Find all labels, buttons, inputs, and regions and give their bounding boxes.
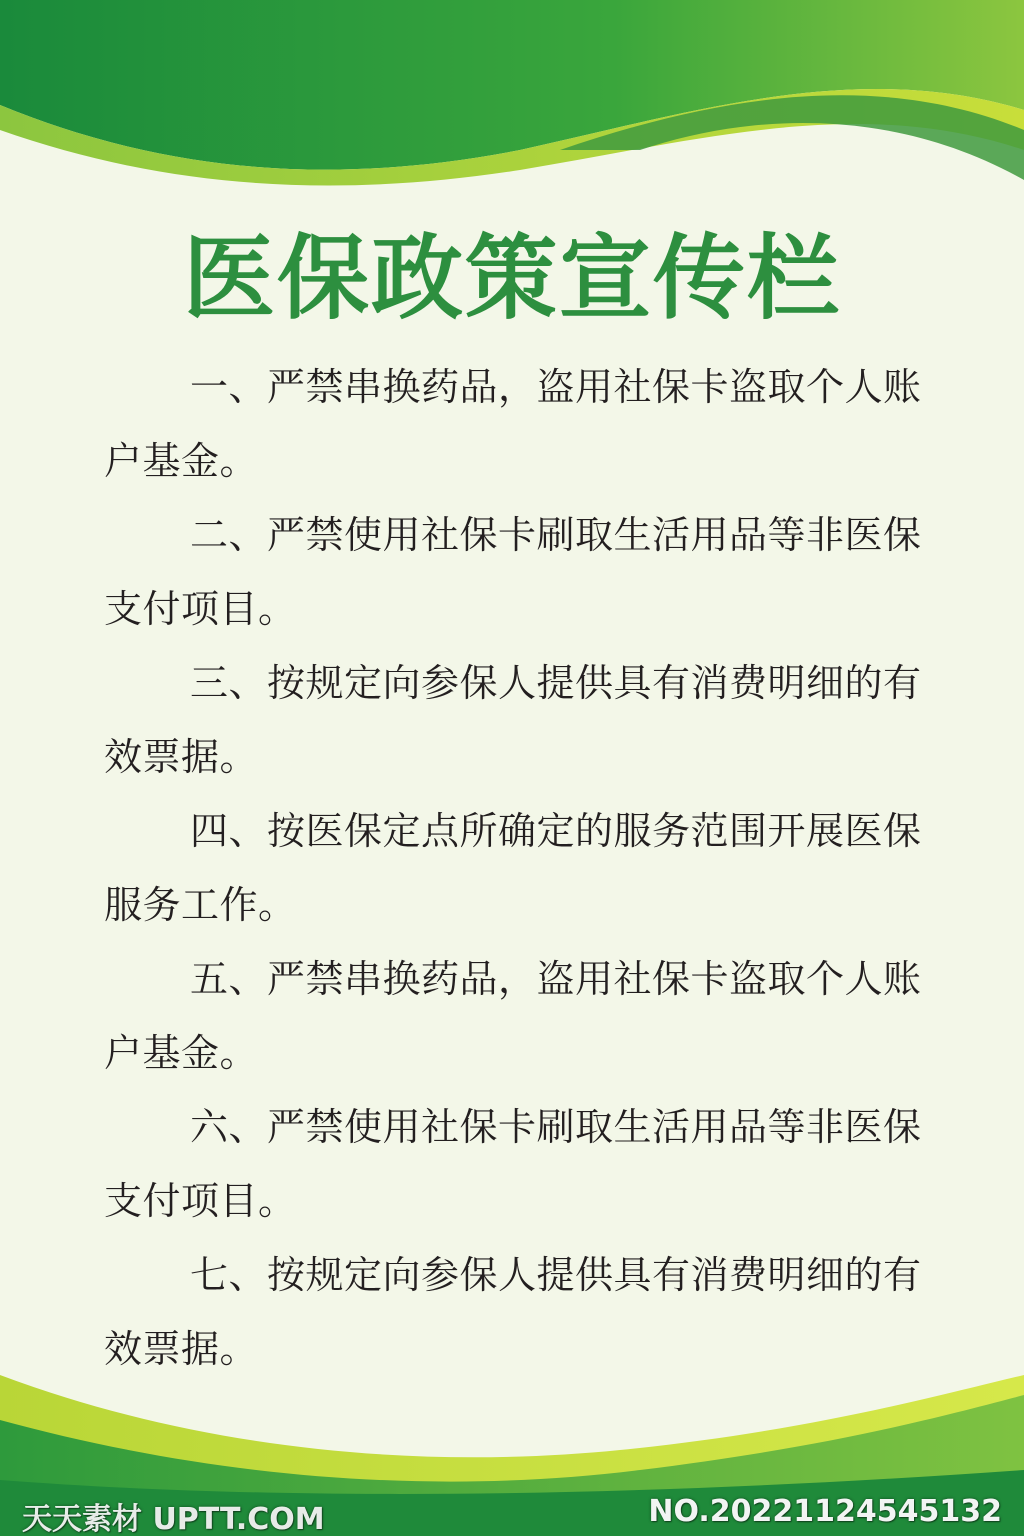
policy-item: 一、严禁串换药品，盗用社保卡盗取个人账户基金。 [104, 365, 922, 483]
policy-list [104, 350, 924, 1386]
watermark-bar [0, 1492, 1024, 1536]
policy-item: 三、按规定向参保人提供具有消费明细的有效票据。 [104, 661, 922, 779]
policy-item: 二、严禁使用社保卡刷取生活用品等非医保支付项目。 [104, 513, 922, 631]
policy-item: 六、严禁使用社保卡刷取生活用品等非医保支付项目。 [104, 1105, 922, 1223]
policy-item: 七、按规定向参保人提供具有消费明细的有效票据。 [104, 1253, 922, 1371]
watermark-right: NO.20221124545132 [648, 1494, 1002, 1529]
policy-item: 五、严禁串换药品，盗用社保卡盗取个人账户基金。 [104, 957, 922, 1075]
poster-title: 医保政策宣传栏 [182, 225, 841, 332]
watermark-left: 天天素材 UPTT.COM [22, 1502, 325, 1536]
policy-item: 四、按医保定点所确定的服务范围开展医保服务工作。 [104, 809, 922, 927]
